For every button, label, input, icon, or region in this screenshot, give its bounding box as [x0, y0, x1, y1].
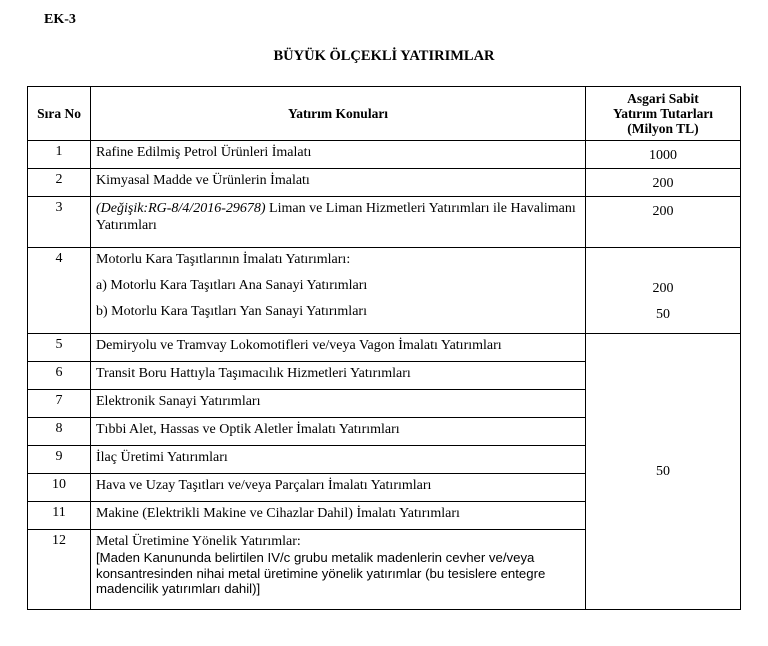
row-amount: 200	[586, 197, 741, 248]
row-no: 10	[28, 474, 91, 502]
merged-amount: 50	[586, 334, 741, 610]
row-no: 1	[28, 141, 91, 169]
row-no: 5	[28, 334, 91, 362]
row-topic	[91, 197, 586, 248]
row-topic: Demiryolu ve Tramvay Lokomotifleri ve/veya Vagon İmalatı Yatırımları	[91, 334, 586, 362]
row-topic: Hava ve Uzay Taşıtları ve/veya Parçaları İmalatı Yatırımları	[91, 474, 586, 502]
row-no: 3	[28, 197, 91, 248]
row-topic: Makine (Elektrikli Makine ve Cihazlar Dahil) İmalatı Yatırımları	[91, 502, 586, 530]
table-row	[28, 248, 741, 334]
amount-b: 50	[656, 307, 670, 322]
table-row	[28, 141, 741, 169]
amount-a: 200	[652, 281, 674, 296]
document-title: BÜYÜK ÖLÇEKLİ YATIRIMLAR	[273, 48, 495, 64]
row-topic-text: Motorlu Kara Taşıtlarının İmalatı Yatırımları:	[96, 252, 351, 267]
row-topic: Tıbbi Alet, Hassas ve Optik Aletler İmalatı Yatırımları	[91, 418, 586, 446]
header-amount-line3: (Milyon TL)	[627, 121, 699, 136]
row-amount: 1000	[586, 141, 741, 169]
annex-label: EK-3	[44, 12, 76, 27]
row-amount	[586, 248, 741, 334]
row-note: [Maden Kanununda belirtilen IV/c grubu metalik madenlerin cevher ve/veya konsantresinden nihai metal üretimine yönelik yatırımlar (bu tesislere entegre madencilik yatırımları dahil)]	[96, 550, 546, 596]
row-topic: Kimyasal Madde ve Ürünlerin İmalatı	[91, 169, 586, 197]
row-no: 4	[28, 248, 91, 334]
row-no: 6	[28, 362, 91, 390]
table-row	[28, 169, 741, 197]
row-no: 11	[28, 502, 91, 530]
row-topic: İlaç Üretimi Yatırımları	[91, 446, 586, 474]
investment-table	[27, 86, 741, 610]
row-no: 12	[28, 530, 91, 610]
row-topic	[91, 248, 586, 334]
header-amount-line1: Asgari Sabit	[627, 91, 699, 106]
header-no: Sıra No	[28, 87, 91, 141]
row-amount: 200	[586, 169, 741, 197]
row-no: 7	[28, 390, 91, 418]
row-topic: Rafine Edilmiş Petrol Ürünleri İmalatı	[91, 141, 586, 169]
table-row	[28, 334, 741, 362]
row-no: 8	[28, 418, 91, 446]
table-header-row	[28, 87, 741, 141]
amendment-note: (Değişik:RG-8/4/2016-29678)	[96, 201, 266, 216]
header-amount-line2: Yatırım Tutarları	[612, 106, 714, 121]
sub-item-a: a) Motorlu Kara Taşıtları Ana Sanayi Yatırımları	[96, 278, 368, 293]
row-no: 9	[28, 446, 91, 474]
header-amount	[586, 87, 741, 141]
header-topic: Yatırım Konuları	[91, 87, 586, 141]
row-topic-text: Liman ve Liman Hizmetleri Yatırımları ile Havalimanı Yatırımları	[96, 201, 576, 233]
row-topic: Transit Boru Hattıyla Taşımacılık Hizmetleri Yatırımları	[91, 362, 586, 390]
row-no: 2	[28, 169, 91, 197]
row-topic: Elektronik Sanayi Yatırımları	[91, 390, 586, 418]
table-row	[28, 197, 741, 248]
sub-item-b: b) Motorlu Kara Taşıtları Yan Sanayi Yatırımları	[96, 304, 367, 319]
row-topic-text: Metal Üretimine Yönelik Yatırımlar:	[96, 534, 301, 549]
row-topic	[91, 530, 586, 610]
